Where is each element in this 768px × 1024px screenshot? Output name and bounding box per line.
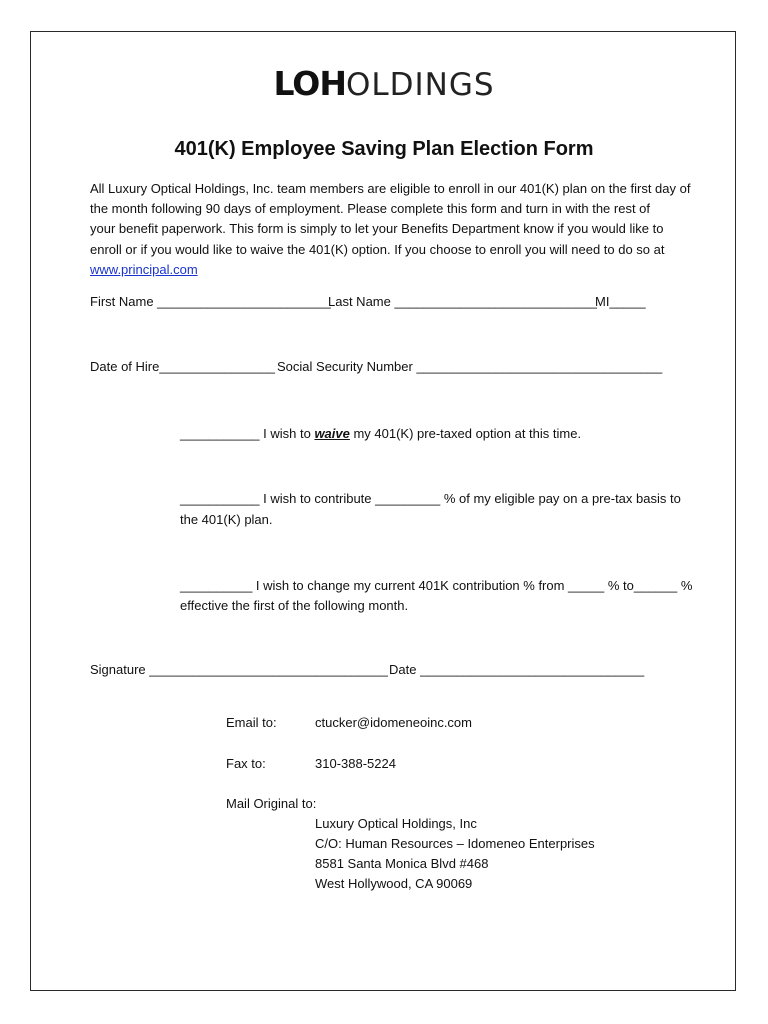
email-label: Email to: xyxy=(226,715,277,730)
waive-option-prefix: ___________ I wish to xyxy=(180,426,315,441)
fax-label: Fax to: xyxy=(226,756,266,771)
change-option-line-1[interactable]: __________ I wish to change my current 401K contribution % from _____ % to______ % xyxy=(180,578,693,593)
principal-link[interactable]: www.principal.com xyxy=(90,261,198,277)
contribute-option-line-1[interactable]: ___________ I wish to contribute _________ % of my eligible pay on a pre-tax basis to xyxy=(180,491,681,506)
address-line: West Hollywood, CA 90069 xyxy=(315,876,473,891)
intro-line: All Luxury Optical Holdings, Inc. team members are eligible to enroll in our 401(K) plan on the first day of xyxy=(90,181,691,196)
address-line: Luxury Optical Holdings, Inc xyxy=(315,816,477,831)
waive-option[interactable] xyxy=(180,424,581,444)
address-line: C/O: Human Resources – Idomeneo Enterprises xyxy=(315,836,595,851)
first-name-field[interactable]: First Name ________________________ xyxy=(90,294,331,309)
date-of-hire-field[interactable]: Date of Hire________________ xyxy=(90,359,276,374)
logo-bold-text: LOH xyxy=(273,64,346,103)
change-option-line-2: effective the first of the following month. xyxy=(180,598,409,613)
address-line: 8581 Santa Monica Blvd #468 xyxy=(315,856,489,871)
page-title: 401(K) Employee Saving Plan Election Form xyxy=(174,138,594,160)
logo-light-text: OLDINGS xyxy=(345,67,495,103)
signature-field[interactable]: Signature _________________________________ xyxy=(90,662,388,677)
waive-emphasis: waive xyxy=(314,426,350,441)
intro-line: your benefit paperwork. This form is simply to let your Benefits Department know if you would like to xyxy=(90,221,664,237)
contribute-option-line-2: the 401(K) plan. xyxy=(180,512,273,527)
intro-line: the month following 90 days of employment. Please complete this form and turn in with the rest of xyxy=(90,201,651,217)
fax-value: 310-388-5224 xyxy=(315,756,396,771)
last-name-field[interactable]: Last Name ____________________________ xyxy=(328,294,597,309)
mi-field[interactable]: MI_____ xyxy=(595,294,646,309)
mail-label: Mail Original to: xyxy=(226,796,317,811)
ssn-field[interactable]: Social Security Number __________________________________ xyxy=(277,359,663,374)
email-value: ctucker@idomeneoinc.com xyxy=(315,715,472,730)
intro-line: enroll or if you would like to waive the 401(K) option. If you choose to enroll you will need to do so at xyxy=(90,241,665,257)
date-field[interactable]: Date _______________________________ xyxy=(389,662,645,677)
company-logo xyxy=(0,64,768,105)
intro-paragraph xyxy=(90,179,690,280)
waive-option-suffix: my 401(K) pre-taxed option at this time. xyxy=(349,426,582,441)
